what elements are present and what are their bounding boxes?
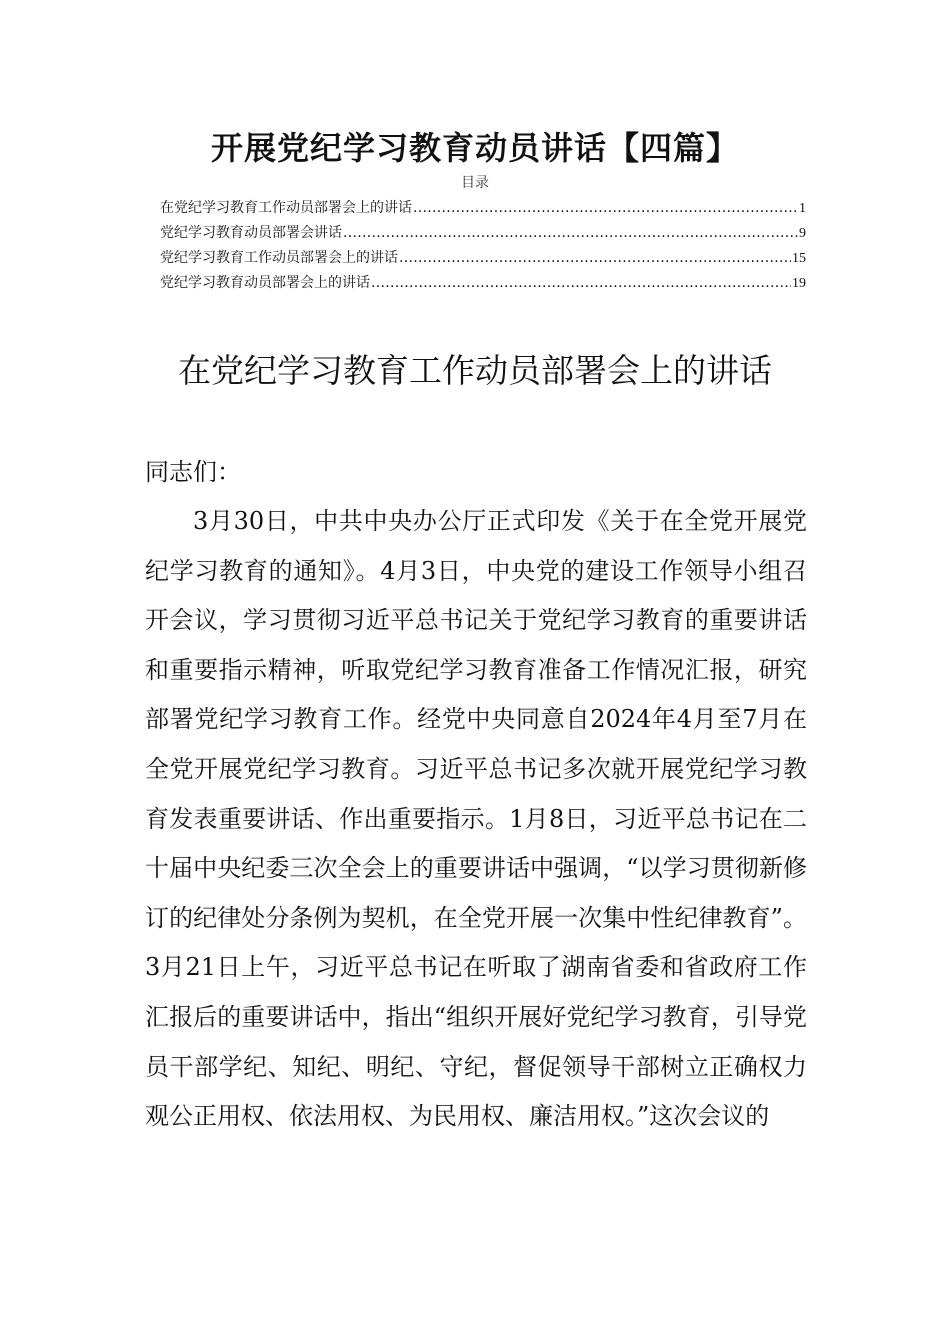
toc-item-title: 在党纪学习教育工作动员部署会上的讲话 [160,200,412,216]
toc-dot-leader [343,221,798,246]
toc-item[interactable] [160,246,806,271]
toc-item-page: 1 [799,201,806,216]
toc-item[interactable] [160,221,806,246]
toc-item-page: 9 [799,226,806,241]
toc-dot-leader [413,196,798,221]
document-title: 开展党纪学习教育动员讲话【四篇】 [210,129,739,167]
toc-item-title: 党纪学习教育动员部署会上的讲话 [160,275,370,291]
toc-item-page: 19 [792,276,806,291]
toc-item[interactable] [160,271,806,296]
toc-item-title: 党纪学习教育动员部署会讲话 [160,225,342,241]
toc-item-title: 党纪学习教育工作动员部署会上的讲话 [160,250,398,266]
toc-item-page: 15 [792,251,806,266]
salutation: 同志们： [145,458,241,486]
toc-heading: 目录 [461,175,489,191]
body-paragraph: 3月30日，中共中央办公厅正式印发《关于在全党开展党纪学习教育的通知》。4月3日，中央党的建设工作领导小组召开会议，学习贯彻习近平总书记关于党纪学习教育的重要讲话和重要指示精神，听取党纪学习教育准备工作情况汇报，研究部署党纪学习教育工作。经党中央同意自2024年4月至7月在全党开展党纪学习教育。习近平总书记多次就开展党纪学习教育发表重要讲话、作出重要指示。1月8日，习近平总书记在二十届中央纪委三次全会上的重要讲话中强调，“以学习贯彻新修订的纪律处分条例为契机，在全党开展一次集中性纪律教育”。3月21日上午，习近平总书记在听取了湖南省委和省政府工作汇报后的重要讲话中，指出“组织开展好党纪学习教育，引导党员干部学纪、知纪、明纪、守纪，督促领导干部树立正确权力观公正用权、依法用权、为民用权、廉洁用权。”这次会议的 [145,507,807,1131]
toc-dot-leader [399,246,791,271]
table-of-contents [160,196,806,296]
speech-title: 在党纪学习教育工作动员部署会上的讲话 [178,351,772,390]
toc-dot-leader [371,271,791,296]
toc-item[interactable] [160,196,806,221]
